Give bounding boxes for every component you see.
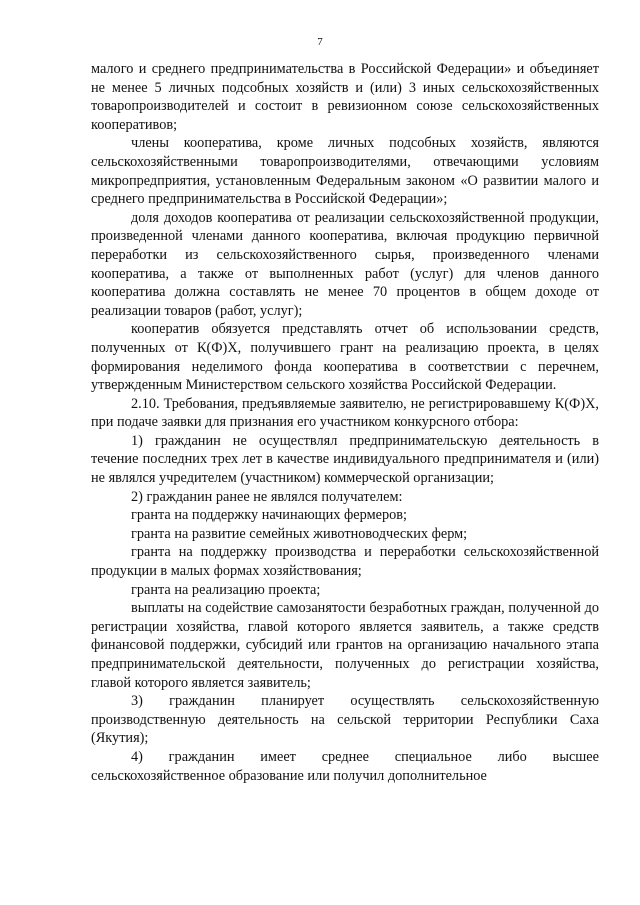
list-item: гранта на развитие семейных животноводческих ферм; [131, 525, 468, 542]
paragraph: 2.10. Требования, предъявляемые заявителю, не регистрировавшему К(Ф)Х, при подаче заявки для признания его участником конкурсного отбора: [91, 395, 599, 431]
list-item: 1) гражданин не осуществлял предпринимательскую деятельность в течение последних трех лет в качестве индивидуального предпринимателя и (или) не являлся учредителем (участником) коммерческой организации; [91, 432, 599, 487]
list-item: выплаты на содействие самозанятости безработных граждан, полученной до регистрации хозяйства, главой которого является заявитель, а также средств финансовой поддержки, субсидий или грантов на организацию начального этапа предпринимательской деятельности, полученных до регистрации хозяйства, главой которого является заявитель; [91, 600, 599, 691]
document-body [91, 60, 599, 785]
list-item: 2) гражданин ранее не являлся получателем: [131, 488, 403, 505]
paragraph: доля доходов кооператива от реализации сельскохозяйственной продукции, произведенной членами данного кооператива, включая продукцию первичной переработки из сельскохозяйственного сырья, произведенного членами кооператива, а также от выполненных работ (услуг) для членов данного кооператива должна составлять не менее 70 процентов в общем доходе от реализации товаров (работ, услуг); [91, 209, 599, 319]
list-item: гранта на поддержку начинающих фермеров; [131, 507, 407, 524]
list-item: гранта на поддержку производства и переработки сельскохозяйственной продукции в малых формах хозяйствования; [91, 544, 599, 580]
paragraph: малого и среднего предпринимательства в Российской Федерации» и объединяет не менее 5 личных подсобных хозяйств и (или) 3 иных сельскохозяйственных товаропроизводителей и состоит в ревизионном союзе сельскохозяйственных кооперативов; [91, 61, 599, 133]
paragraph: кооператив обязуется представлять отчет об использовании средств, полученных от К(Ф)Х, получившего грант на реализацию проекта, в целях формирования неделимого фонда кооператива в соответствии с перечнем, утвержденным Министерством сельского хозяйства Российской Федерации. [91, 321, 599, 394]
list-item: 4) гражданин имеет среднее специальное либо высшее сельскохозяйственное образование или получил дополнительное [91, 748, 599, 784]
list-item: 3) гражданин планирует осуществлять сельскохозяйственную производственную деятельность на сельской территории Республики Саха (Якутия); [91, 693, 599, 747]
page-number: 7 [317, 36, 323, 48]
list-item: гранта на реализацию проекта; [131, 581, 321, 598]
paragraph: члены кооператива, кроме личных подсобных хозяйств, являются сельскохозяйственными товаропроизводителями, отвечающими условиям микропредприятия, установленным Федеральным законом «О развитии малого и среднего предпринимательства в Российской Федерации»; [91, 135, 599, 208]
